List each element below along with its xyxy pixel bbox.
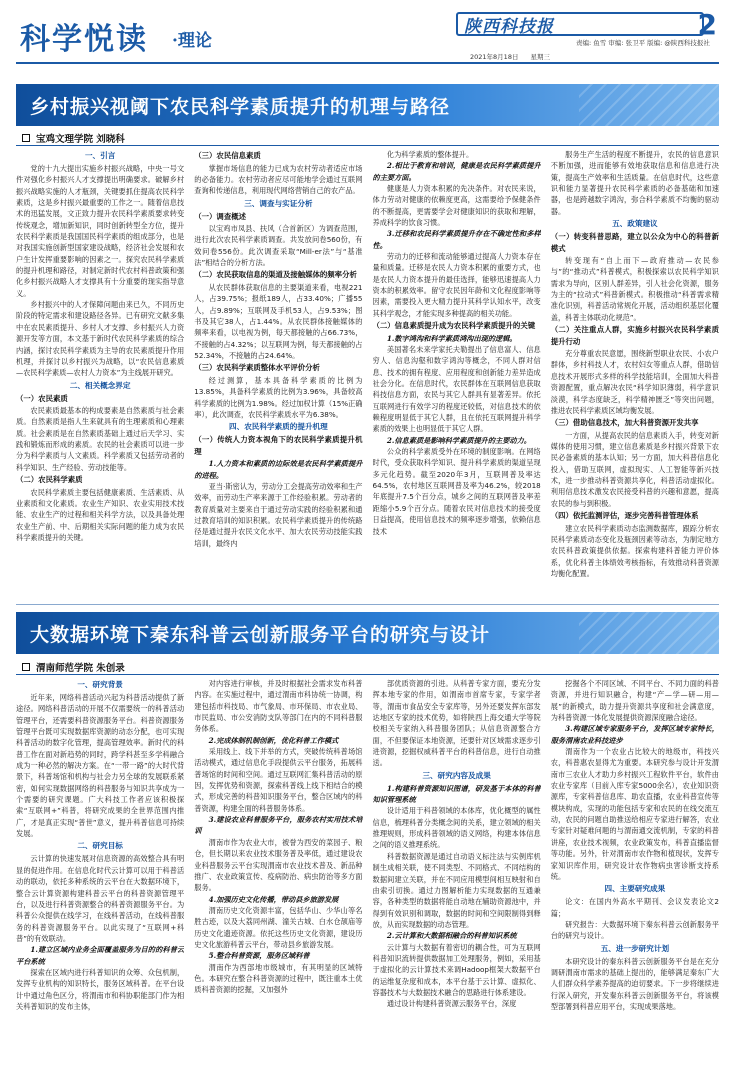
emphasis-heading: 2.云计算和大数据相融合的科普知识系统 <box>386 931 517 941</box>
page-number: 2 <box>697 8 717 41</box>
section-heading: 三、研究内容及成果 <box>422 770 491 780</box>
section-heading: 四、主要研究成果 <box>604 884 666 894</box>
article2-headline <box>16 612 719 654</box>
paragraph: 掌握市场信息的能力已成为农村劳动者适应市场的必备能力。农村劳动者应尽可能地学会通过互联网查询和传递信息，利用现代网络营销自己的农产品。 <box>194 163 363 196</box>
subsection-heading: （二）农民获取信息的渠道及接触媒体的频率分析 <box>194 270 357 280</box>
paragraph: 劳动力的迁移和流动能够通过提高人力资本存在量和质量。迁移是农民人力资本积累的重要方式，也是农民人力资本提升的最佳选择，能够迅速提高人力资本的积累效率。留守农民因年龄和文化程度影响等因素，需要投入更大精力提升其科学认知水平，改变其科学观念，才能实现多种提高的相关功能。 <box>372 252 541 318</box>
paragraph: 乡村振兴中的人才保障问题由来已久，不同历史阶段的特定需求和建设路径各异。已有研究文献多集中在农民素质提升、乡村人才支撑、乡村振兴人力资源开发等方面，本文基于新时代农民科学素质的综合内涵，探讨农民科学素质为主导的农民素质提升作用机理，并探讨以乡村振兴为战略，以“农民信息素质—农民科学素质—农村人力资本”为主线展开研究。 <box>16 300 185 378</box>
emphasis-heading: 2.相比于教育和培训，健康是农民科学素质提升的主要方面。 <box>372 161 541 182</box>
paragraph: 通过设计构建科普资源云服务平台，深度 <box>386 999 517 1009</box>
section-divider <box>16 604 719 605</box>
newspaper-logo <box>456 12 704 36</box>
emphasis-heading: 1.数字鸿沟和科学素质鸿沟出现的逻辑。 <box>386 333 517 343</box>
paragraph: 采用线上、线下并举的方式，突破传统科普场馆活动模式，通过信息化手段提供云平台服务，拓展科普场馆的时间和空间。通过互联网汇集科普活动的原因，发挥优势和资源，探索科普线上线下相结合的模式，形成完善的科普知识服务平台，整合区域内的科普资源，构建全面的科普服务体系。 <box>194 747 363 813</box>
section-title: 科学悦读 <box>20 22 148 57</box>
subsection-heading: （一）调查概述 <box>194 211 246 221</box>
emphasis-heading: 3.迁移和农民科学素质提升存在不确定性和多样性。 <box>372 229 541 250</box>
headline-decoration <box>579 84 719 126</box>
emphasis-heading: 2.完成体制机制创新，优化科普工作模式 <box>208 735 339 745</box>
article2-author: 渭南师范学院 朱创录 <box>36 663 125 674</box>
article2-column <box>16 678 184 1066</box>
paragraph: 设计适用于科普领域的本体库，优化概型的属性信息，梳理科普分类概念间的关系，建立领域的相关推理规则，形成科普领域的语义网络，构建本体信息之间的语义推理系统。 <box>372 806 541 850</box>
masthead <box>16 8 719 60</box>
section-heading: 二、研究目标 <box>77 841 123 851</box>
subsection-heading: （二）信息素质提升成为农民科学素质提升的关键 <box>372 321 536 331</box>
section-heading: 四、农民科学素质的提升机理 <box>229 422 328 432</box>
article1-column <box>194 149 362 597</box>
paragraph: 本研究设计的秦东科普云创新服务平台是在充分调研渭南市需求的基础上提出的，能够满足秦东广大人们群众科学素养提高的迫切要求。下一步将继续进行深入研究，开发秦东科普云创新服务平台，将该模型部署到科普应用平台，实现成果落地。 <box>550 956 719 1011</box>
article2-body <box>16 678 719 1066</box>
section-heading: 五、进一步研究计划 <box>600 943 670 953</box>
paragraph: 挖掘各个不同区域、不同平台、不同力面的科普资源，并进行知识融合，构建“产—学—研—用—展”的新模式，助力提升资源共享度和社会满意度，为科普资源一体化发展提供资源深度融合途径。 <box>550 679 719 723</box>
paragraph: 化为科学素质的整体提升。 <box>386 150 474 159</box>
section-subtitle: ·理论 <box>172 31 212 51</box>
paragraph: 健康是人力资本积累的先决条件。对农民来说，体力劳动对健康的依赖度更高，这需要给予保健条件的不断提高，更需要学会对健康知识的获取和理解，养成科学的饮食习惯。 <box>372 184 541 228</box>
paragraph: 党的十九大提出实施乡村振兴战略，中央一号文件对强化乡村振兴人才支撑提出明确要求。破解乡村振兴战略实施的人才瓶颈，关键要抓住提高农民科学素质，这是乡村振兴最重要的工作之一。随着信息技术的迅猛发展，文正致力提升农民科学素质要求转变传统观念，增加新知识，同时创新转型全方位，提升农民科学素质是我国国民科学素质的组成部分，也是对我国实施创新型国家建设战略，经济社会发展和农户生计发挥重要影响的因素之一。探究农民科学素质的提升机理和路径，对制定新时代农村科普政策和强化乡村振兴战略人才支撑具有十分重要的现实指导意义。 <box>16 164 185 298</box>
paragraph: 转变现有“自上而下—政府推动—农民参与”的“推动式”科普模式，积极探索以农民科学知识需求为导向，区别人群差异，引人社会化资源，服务为主的“拉动式”科普新模式。积极推动“科普需求精准化识别，科普活动常规化开展，活动组织基层化覆盖，科普主体联动化规范”。 <box>550 256 719 322</box>
section-heading: 二、相关概念界定 <box>69 380 131 390</box>
subsection-heading: （一）传统人力资本视角下的农民科学素质提升机理 <box>194 435 363 456</box>
paragraph: 充分尊重农民意愿，围绕新型职业农民、小农户群体，乡村科技人才，农村妇女等重点人群，借助信息技术开展形式多样的科学技能培训，全面加大科普资源配置，重点解决农民“科学知识薄弱，科学意识淡漠，科学态度缺乏，科学精神匮乏”等突出问题，推进农民科学素质区域均衡发展。 <box>550 349 719 415</box>
article1-byline <box>22 131 125 145</box>
section-heading: 一、引言 <box>84 151 116 160</box>
article2-headline-text: 大数据环境下秦东科普云创新服务平台的研究与设计 <box>30 623 491 646</box>
emphasis-heading: 5.整合科普资源，服务区域科普 <box>208 951 310 961</box>
newspaper-name: 陕西科技报 <box>464 16 554 37</box>
article1-headline-text: 乡村振兴视阈下农民科学素质提升的机理与路径 <box>30 95 451 118</box>
article1-author: 宝鸡文理学院 刘晓科 <box>36 134 125 145</box>
paragraph: 亚当·斯密认为，劳动分工会提高劳动效率和生产效率，而劳动生产率来源于工作经验积累。劳动者的教育质量对主要来自于通过劳动实践的经验积累和通过教育培训的知识积累。农民科学素质提升的传统路径是通过提升农民文化水平、加大农民劳动技能实践培训，最终内 <box>194 481 363 548</box>
section-heading: 一、研究背景 <box>77 680 123 689</box>
section-heading: 三、调查与实证分析 <box>244 198 313 208</box>
paragraph: 近年来，网络科普活动兴起为科普活动提供了新途径。网络科普活动的开展不仅需要统一的科普活动管理平台，还需要科普资源服务平台。科普资源服务管理平台既可实现数据库资源的动态分配，也可实现科普活动的数字化管理，提高管理效率。新时代的科普工作在面对新趋势的同时，跨学科甚至多学科融合成为一种必然的解决方案。在“一带一路”的大时代背景下，科普场馆和机构与社会力另全球的发展联系紧密，如何实现数据网络的科普服务与知识共享成为一个需要的研究课题。广大科技工作者应该积极探索“互联网+”科普，将研究成果的全世界范围内推广，才是真正实现“普世”意义，提升科普信息可持续发展。 <box>16 693 185 839</box>
paragraph: 云计算与大数据有着密切的耦合性，可为互联网科普知识流转提供数据加工处理服务，例如，采用基于虚拟化的云计算技术来调Hadoop框架大数据平台的运维复杂度和成本，本平台基于云计算、虚拟化、容器技术与大数据技术融合的思路进行体系建设。 <box>372 942 541 997</box>
article1-column <box>551 149 719 597</box>
paragraph: 美国著名未来学家托夫勒提出了信息富人、信息穷人、信息沟壑和数字鸿沟等概念，不同人群对信息、技术的拥有程度、应用程度和创新能力差异造成社会分化。在信息时代，农民群体在互联网信息获取科技信息方面，农民与其它人群具有显著差异。依托互联网进行有效学习的程度还较低，对信息技术的依赖程度明显低于其它人群，且在依托互联网提升科学素质的效果上也明显低于其它人群。 <box>372 345 541 434</box>
paragraph: 对内容进行审核，并及时根据社会需求发布科普内容。在实施过程中，通过渭南市科协统一协调，构建包括市科技局、市气象局、市环保局、市农业局、市民监局、市公安消防支队等部门在内的不同科普服务体系。 <box>194 679 363 734</box>
paragraph: 公众的科学素质受外在环境的制度影响。在网络时代，受众获取科学知识、提升科学素质的渠道呈现多元化趋势。截至2020年3月，互联网普及率达64.5%，农村地区互联网普及率为46.2%，较2018年底提升7.5个百分点，城乡之间的互联网普及率差距缩小5.9个百分点。随着农民对信息技术的接受度日益提高，使用信息技术的频率逐步增强，依赖信息技术 <box>372 447 541 536</box>
emphasis-heading: 2.信息素质是影响科学素质提升的主要动力。 <box>386 435 531 445</box>
article1-column <box>16 149 184 597</box>
paragraph: 渭南市作为农业大市，被誉为西安的菜园子、粮仓，但长期以来农业技术服务普及率低，通过建设农业科普服务云平台实现渭南市农业技术普及、新品种推广、农业政策宣传、疫病防治、病虫防治等多方面服务。 <box>194 837 363 893</box>
paragraph: 渭南作为西部地市级城市，有其明显的区域特色。本研究在整合科普资源的过程中，既注重本土优质科普资源的挖掘，又加强外 <box>194 962 363 995</box>
subsection-heading: （二）农民科学素质 <box>16 475 83 485</box>
article1-body <box>16 149 719 597</box>
paragraph: 经过测算，基本具备科学素质的比例为13.85%，具备科学素质的比例为3.96%，具备较高科学素质的比例为1.98%。经过加权计算（15%正确率），此次调查，农民科学素质水平为6.38%。 <box>194 375 363 419</box>
emphasis-heading: 4.加强历史文化传播，带动县乡旅游发展 <box>208 894 339 904</box>
subsection-heading: （一）转变科普思路，建立以公众为中心的科普新模式 <box>550 232 719 253</box>
article2-column <box>551 678 719 1066</box>
paragraph: 渭南历史文化资源丰富，包括华山、少华山等名胜古迹，以及大荔同州湖、潼关古城、白水仓颉庙等历史文化遗迹资源。依托这些历史文化资源，建设历史文化旅游科普云平台，带动县乡旅游发展。 <box>194 905 363 949</box>
section-heading: 五、政策建议 <box>612 219 658 229</box>
paragraph: 论文：在国内外高水平期刊、会议发表论文2篇； <box>550 897 719 918</box>
emphasis-heading: 1.建立区域内业务全面覆盖服务为目的的科普云平台系统 <box>16 945 185 966</box>
issue-weekday: 星期三 <box>530 53 551 61</box>
subsection-heading: （三）农民科学素质整体水平评价分析 <box>194 363 320 373</box>
masthead-rule <box>16 62 719 64</box>
paragraph: 渭南作为一个农业占比较大的地级市，科技兴农，科普惠农显得尤为重要。本研究参与设计开发渭南市三农业人才助力乡村振兴工程软件平台，软件由农业专家库（目前入库专家5000余名），农业知识资源库，专家科普信息库、助农直播，农业科普宣传等模块构成，实现的功能包括专家和农民的在线交流互动，农民的问题自助推送给相应专家进行解答，农业专家针对疑难问题的与渭南通交流机制，专家的科普讲座，农业技术视频，农业政策发布，科普直播监督等功能。另外，针对渭南市农作物和植现状，发挥专家知识库作用，研究设计农作物病虫害诊断支持系统。 <box>550 747 719 881</box>
square-icon <box>22 663 30 671</box>
paragraph: 部优质资源的引进。从科普专家方面，要充分发挥本地专家的作用，如渭南市首席专家，专家学者等，渭南市食品安全专家库等，另外还要发挥东部发达地区专家的技术优势，如将陕西上海交通大学等院校相关专家纳入科普服务团队；从信息资源整合方面，不但要保证本地资源，还要针对区域需求逐步引进资源，挖掘权威科普平台的科普信息，进行自动推送。 <box>372 679 541 768</box>
article2-byline <box>22 660 125 674</box>
paragraph: 探索在区域内进行科普知识的众筹、众包机制，发挥专业机构的知识特长，服务区域科普。在平台设计中通过角色区分，将渭南市和科协职能部门作为相关科普知识的发布主体， <box>16 967 185 1011</box>
paragraph: 建立农民科学素质动态监测数据库，跟踪分析农民科学素质动态变化及瓶颈因素等动态，为制定地方农民科普政策提供依据。探索构建科普能力评价体系，优化科普主体绩效考核指标，有效推动科普资源均衡化配置。 <box>550 523 719 578</box>
emphasis-heading: 1.人力资本和素质的边际效是农民科学素质提升的进程。 <box>194 459 363 480</box>
paragraph: 服务生产生活的程度不断提升，农民的信息意识不断加强，进而能够有效地获取信息和信息进行决策，提高生产效率和生活质量。在信息时代，这些意识和能力显著提升农民科学素质的必备基础和加速器，也是跨越数字鸿沟，弥合科学素质不均衡的驱动器。 <box>550 150 719 216</box>
paragraph: 农民素质最基本的构成要素是自然素质与社会素质。自然素质是指人生来就具有的生理素质和心理素质。社会素质是在自然素质基础上通过后天学习、实践和锻炼而形成的素质。农民的社会素质可以进一步分为科学素质与人文素质。科学素质又包括劳动者的科学知识、生产经验、劳动技能等。 <box>16 406 185 472</box>
paragraph: 云计算的快速发展对信息资源的高效整合具有明显的促进作用。在信息化时代云计算可以用于科普活动的联动，依托多种系统的云平台在大数据环境下，整合云计算资源构建科普云平台的科普资源管理平台，以及进行科普资源整合的科普资源服务平台。为科普公众提供在线学习，在线科普活动，在线科普服务的科普资源服务平台。以此实现了“互联网+科普”的有效联动。 <box>16 854 185 943</box>
article1-column <box>373 149 541 597</box>
emphasis-heading: 3.构建区域专家服务平台，发挥区域专家特长，服务渭南农业科技进步 <box>550 724 719 745</box>
article2-column <box>373 678 541 1066</box>
article2-column <box>194 678 362 1066</box>
emphasis-heading: 1.构建科普资源知识图谱，研发基于本体的科普知识管理系统 <box>372 783 541 805</box>
emphasis-heading: 3.建设农业科普服务平台，服务农村实用技术培训 <box>194 815 363 836</box>
paragraph: 一方面，从提高农民的信息素质入手，转变对新媒体的使用习惯，建立信息素质是乡村振兴背景下农民必备素质的基本认知；另一方面，加大科普信息化投入，借助互联网，虚拟现实、人工智能等新兴技术，进一步推动科普资源共享化，科普活动虚拟化。利用信息技术激发农民接受科普的兴趣和意愿，提高农民的参与到积极。 <box>550 430 719 508</box>
subsection-heading: （四）依托监测评估，逐步完善科普管理体系 <box>550 511 699 521</box>
paragraph: 从农民群体获取信息的主要渠道来看，电视221人，占39.75%；报纸189人，占33.40%；广播55人，占9.89%；互联网及手机53人，占9.53%；图书及其它38人，占1.44%。从农民群体接触媒体的频率来看，以电视为例，每天都接触的占66.73%，不接触的占4.32%；以互联网为例，每天都接触的占52.34%，不接触的占24.64%。 <box>194 282 363 360</box>
paragraph: 研究报告：大数据环境下秦东科普云创新服务平台的研究与设计。 <box>550 919 719 941</box>
article1-byline-rule <box>16 145 719 146</box>
subsection-heading: （三）农民信息素质 <box>194 151 261 160</box>
editor-credits: 责编: 鱼雪 审编: 张卫平 版编: @陕西科技报社 <box>576 39 710 47</box>
subsection-heading: （三）借助信息技术，加大科普资源开发共享 <box>550 418 699 428</box>
article1-headline <box>16 84 719 126</box>
square-icon <box>22 134 30 142</box>
subsection-heading: （一）农民素质 <box>16 393 68 403</box>
headline-decoration <box>579 612 719 654</box>
paragraph: 农民科学素质主要包括健康素质、生活素质、从业素质和文化素质。农业生产知识、农业实用技术技能、农业生产的过程和相关科学方法，以及具备处理农业生产前、中、后期相关实际问题的能力成为农民科学素质提升的关键。 <box>16 487 185 542</box>
dateline <box>470 52 560 61</box>
issue-date: 2021年8月18日 <box>470 53 519 61</box>
article2-byline-rule <box>16 674 719 675</box>
paragraph: 科普数据资源是通过自动语义标注法与实例库机制生成相关联，使不同类型、不同格式、不同结构的数据间建立关联，并在不同应用模型间相互映射和自由索引切换。通过力图解析能力实现数据的互通兼容，各种类型的数据将能自动地在辅助资源池中，并得到有效识别和调取，数据的时间和空间限制得到释放，从而实现数据的动态管理。 <box>372 851 541 929</box>
paragraph: 以宝鸡市凤县、扶风（合首新区）为调查范围，进行此次农民科学素质调查。共发放问卷560份，有效问卷556份。此次调查采取“Mill-er法”与“基准法”相结合的分析方法。 <box>194 224 363 268</box>
subsection-heading: （二）关注重点人群，实施乡村振兴农民科学素质提升行动 <box>550 325 719 346</box>
